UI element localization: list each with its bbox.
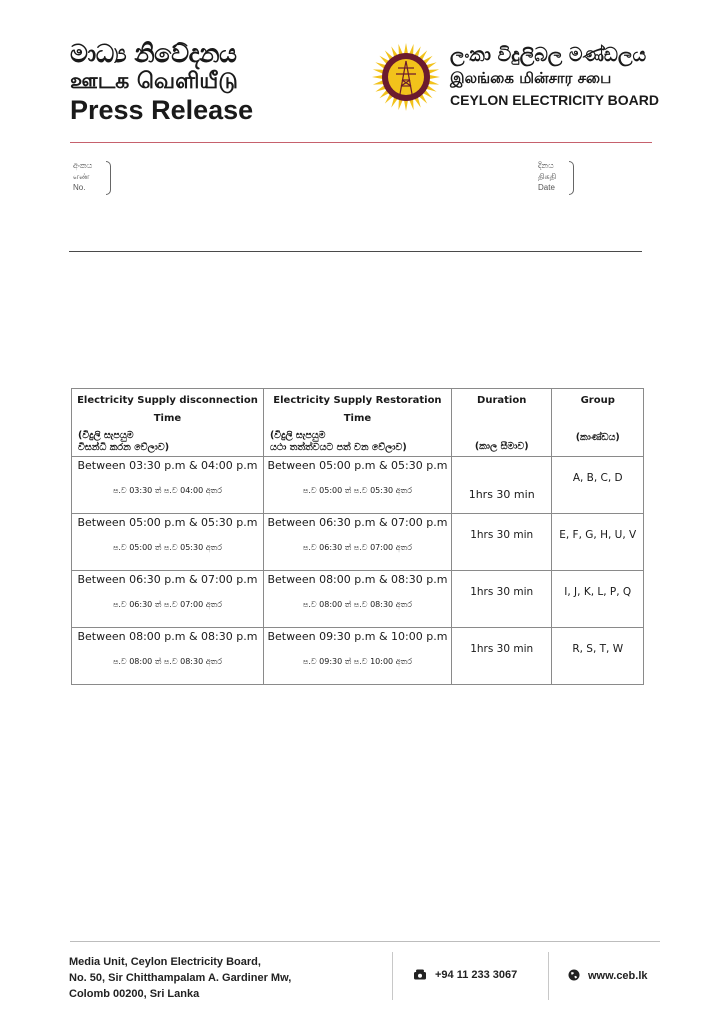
body-divider	[69, 251, 642, 252]
date-label-english: Date	[538, 183, 555, 192]
header-duration-sinhala: (කාල සීමාව)	[474, 441, 529, 452]
brace-icon	[106, 161, 111, 195]
org-name-english: CEYLON ELECTRICITY BOARD	[450, 92, 659, 108]
header-duration: Duration (කාල සීමාව)	[451, 389, 552, 457]
table-row	[72, 457, 644, 514]
no-label-english: No.	[73, 183, 86, 192]
group-cell: E, F, G, H, U, V	[552, 514, 644, 571]
header-group: Group (කාණ්ඩය)	[552, 389, 644, 457]
org-name-tamil: இலங்கை மின்சார சபை	[450, 69, 612, 87]
table-row	[72, 571, 644, 628]
address-line-1: Media Unit, Ceylon Electricity Board,	[69, 956, 261, 968]
phone-number: +94 11 233 3067	[435, 969, 518, 981]
globe-icon	[568, 969, 580, 981]
disconnection-cell: Between 05:00 p.m & 05:30 p.m ප.ව 05:00 ත් ප.ව 05:30 අතර	[72, 514, 264, 571]
ceb-emblem-icon	[371, 42, 441, 112]
press-release-title-block	[70, 40, 253, 125]
table-row	[72, 514, 644, 571]
header-restoration-sinhala: (විදුලි සැපයුම යථා තත්ත්වයට පත් වන වේලාව)	[269, 430, 407, 453]
title-tamil: ஊடக வெளியீடு	[70, 69, 238, 94]
header-disconnection: Electricity Supply disconnection Time (විදුලි සැපයුම විසන්ධි කරන වේලාව)	[72, 389, 264, 457]
brace-icon	[569, 161, 574, 195]
footer-address	[69, 954, 291, 1002]
website-link[interactable]: www.ceb.lk	[588, 970, 648, 982]
restoration-cell: Between 08:00 p.m & 08:30 p.m ප.ව 08:00 ත් ප.ව 08:30 අතර	[263, 571, 451, 628]
power-cut-schedule-table	[71, 388, 644, 685]
address-line-3: Colomb 00200, Sri Lanka	[69, 988, 200, 1000]
duration-cell: 1hrs 30 min	[451, 571, 552, 628]
table-row	[72, 628, 644, 685]
header-disconnection-sinhala: (විදුලි සැපයුම විසන්ධි කරන වේලාව)	[78, 430, 170, 453]
duration-cell: 1hrs 30 min	[451, 628, 552, 685]
no-label-sinhala: අංකය	[73, 161, 93, 170]
header-group-sinhala: (කාණ්ඩය)	[575, 432, 620, 443]
logo-ray	[429, 75, 440, 79]
group-cell: I, J, K, L, P, Q	[552, 571, 644, 628]
no-label-tamil: எண்	[73, 172, 90, 181]
disconnection-cell: Between 06:30 p.m & 07:00 p.m ප.ව 06:30 ත් ප.ව 07:00 අතර	[72, 571, 264, 628]
header-restoration: Electricity Supply Restoration Time (විදුලි සැපයුම යථා තත්ත්වයට පත් වන වේලාව)	[263, 389, 451, 457]
footer-separator	[548, 952, 549, 1000]
header-divider	[70, 142, 652, 143]
logo-ray	[404, 43, 408, 54]
group-cell: R, S, T, W	[552, 628, 644, 685]
restoration-cell: Between 05:00 p.m & 05:30 p.m ප.ව 05:00 ත් ප.ව 05:30 අතර	[263, 457, 451, 514]
duration-cell: 1hrs 30 min	[451, 514, 552, 571]
date-label-tamil: திகதி	[538, 172, 557, 181]
reference-number-field	[73, 160, 92, 193]
logo-ray	[404, 100, 408, 111]
table-header-row	[72, 389, 644, 457]
logo-ray	[372, 75, 383, 79]
footer-phone	[413, 969, 517, 981]
restoration-cell: Between 09:30 p.m & 10:00 p.m ප.ව 09:30 ත් ප.ව 10:00 අතර	[263, 628, 451, 685]
title-sinhala: මාධ්‍ය නිවේදනය	[70, 39, 237, 68]
disconnection-cell: Between 08:00 p.m & 08:30 p.m ප.ව 08:00 ත් ප.ව 08:30 අතර	[72, 628, 264, 685]
phone-icon	[413, 969, 427, 980]
restoration-cell: Between 06:30 p.m & 07:00 p.m ප.ව 06:30 ත් ප.ව 07:00 අතර	[263, 514, 451, 571]
footer-divider	[70, 941, 660, 942]
group-cell: A, B, C, D	[552, 457, 644, 514]
date-field	[538, 160, 556, 193]
footer-website[interactable]	[568, 969, 648, 982]
disconnection-cell: Between 03:30 p.m & 04:00 p.m ප.ව 03:30 ත් ප.ව 04:00 අතර	[72, 457, 264, 514]
address-line-2: No. 50, Sir Chitthampalam A. Gardiner Mw,	[69, 972, 292, 984]
footer-separator	[392, 952, 393, 1000]
title-english: Press Release	[70, 95, 254, 125]
org-name-sinhala: ලංකා විදුලිබල මණ්ඩලය	[450, 44, 647, 66]
duration-cell: 1hrs 30 min	[451, 457, 552, 514]
date-label-sinhala: දිනය	[538, 161, 554, 170]
organization-name-block	[450, 44, 659, 111]
